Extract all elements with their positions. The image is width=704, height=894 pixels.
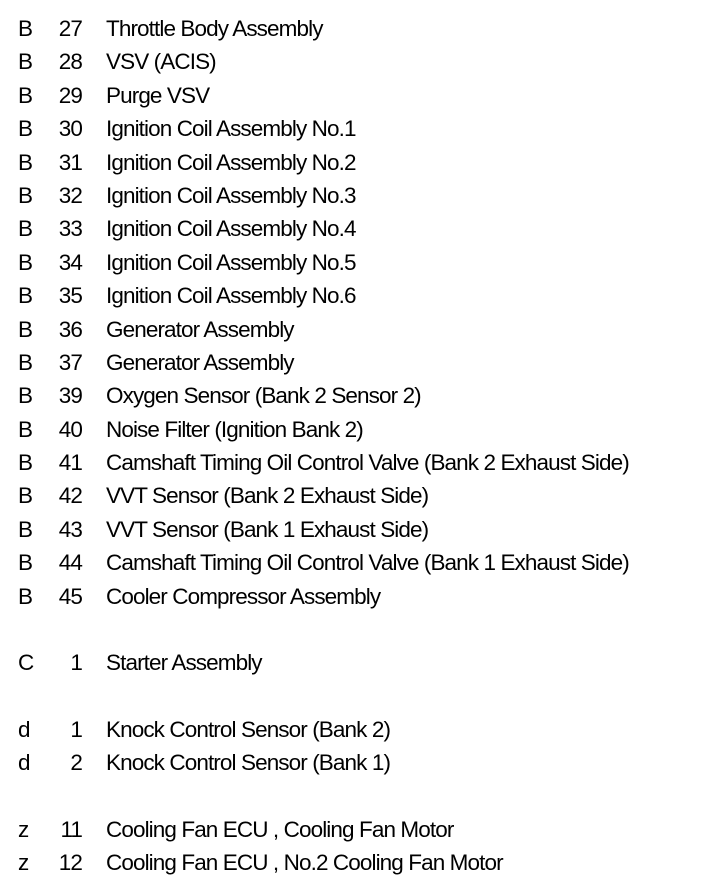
connector-number: 37 (58, 349, 82, 375)
connector-number: 31 (58, 149, 82, 175)
connector-row (0, 446, 704, 479)
connector-number: 35 (58, 283, 82, 309)
connector-code: B (18, 316, 33, 342)
connector-number: 12 (58, 850, 82, 876)
connector-row (0, 212, 704, 245)
connector-row (0, 12, 704, 45)
connector-number: 29 (58, 82, 82, 108)
connector-number: 1 (70, 717, 82, 742)
connector-number: 42 (58, 483, 82, 509)
connector-group-b (0, 12, 704, 613)
component-name: Throttle Body Assembly (106, 16, 323, 41)
connector-code: z (18, 817, 29, 842)
connector-code: d (18, 750, 30, 776)
component-name: Knock Control Sensor (Bank 1) (106, 750, 391, 776)
component-name: Camshaft Timing Oil Control Valve (Bank 1 Exhaust Side) (106, 550, 629, 576)
connector-number: 34 (58, 249, 82, 275)
connector-row (0, 45, 704, 78)
connector-code: B (18, 416, 33, 442)
connector-row (0, 146, 704, 179)
component-name: Ignition Coil Assembly No.4 (106, 216, 356, 242)
connector-row (0, 646, 704, 679)
connector-code: B (18, 283, 33, 309)
component-name: Ignition Coil Assembly No.1 (106, 116, 356, 142)
component-name: Purge VSV (106, 82, 210, 108)
connector-number: 1 (70, 650, 82, 675)
connector-number: 30 (58, 116, 82, 142)
connector-number: 43 (58, 516, 82, 542)
connector-code: B (18, 116, 33, 142)
component-name: Camshaft Timing Oil Control Valve (Bank 2 Exhaust Side) (106, 450, 629, 476)
connector-number: 40 (58, 416, 82, 442)
connector-row (0, 580, 704, 613)
connector-number: 11 (60, 817, 82, 842)
connector-row (0, 112, 704, 145)
connector-row (0, 813, 704, 846)
component-name: VVT Sensor (Bank 1 Exhaust Side) (106, 516, 429, 542)
connector-number: 33 (58, 216, 82, 242)
connector-number: 27 (58, 16, 82, 41)
connector-number: 2 (70, 750, 82, 776)
component-name: Starter Assembly (106, 650, 262, 675)
connector-group-c (0, 646, 704, 679)
connector-group-z (0, 813, 704, 880)
connector-number: 44 (58, 550, 82, 576)
connector-number: 45 (58, 583, 82, 609)
connector-number: 39 (58, 383, 82, 409)
connector-code: B (18, 550, 33, 576)
connector-code: B (18, 483, 33, 509)
connector-row (0, 313, 704, 346)
connector-number: 28 (58, 49, 82, 75)
connector-row (0, 79, 704, 112)
connector-row (0, 279, 704, 312)
connector-row (0, 479, 704, 512)
component-name: Generator Assembly (106, 316, 294, 342)
connector-code: B (18, 249, 33, 275)
component-name: Knock Control Sensor (Bank 2) (106, 717, 391, 742)
connector-code: B (18, 516, 33, 542)
connector-row (0, 346, 704, 379)
connector-row (0, 513, 704, 546)
connector-number: 41 (58, 450, 82, 476)
connector-group-d (0, 713, 704, 780)
connector-code: B (18, 583, 33, 609)
component-name: Generator Assembly (106, 349, 294, 375)
connector-row (0, 746, 704, 779)
connector-code: B (18, 216, 33, 242)
component-name: Noise Filter (Ignition Bank 2) (106, 416, 363, 442)
component-name: Ignition Coil Assembly No.6 (106, 283, 356, 309)
connector-code: B (18, 149, 33, 175)
component-name: Cooling Fan ECU , No.2 Cooling Fan Motor (106, 850, 503, 876)
connector-row (0, 546, 704, 579)
connector-code: B (18, 450, 33, 476)
connector-row (0, 713, 704, 746)
connector-row (0, 846, 704, 879)
component-name: Cooling Fan ECU , Cooling Fan Motor (106, 817, 454, 842)
connector-code: B (18, 49, 33, 75)
connector-code: C (18, 650, 34, 675)
connector-code: B (18, 383, 33, 409)
connector-code: B (18, 349, 33, 375)
connector-row (0, 413, 704, 446)
connector-row (0, 379, 704, 412)
component-name: Cooler Compressor Assembly (106, 583, 381, 609)
component-name: Ignition Coil Assembly No.3 (106, 182, 356, 208)
connector-row (0, 179, 704, 212)
component-name: Oxygen Sensor (Bank 2 Sensor 2) (106, 383, 421, 409)
connector-number: 36 (58, 316, 82, 342)
connector-code: B (18, 16, 33, 41)
connector-row (0, 246, 704, 279)
component-name: VSV (ACIS) (106, 49, 216, 75)
component-name: Ignition Coil Assembly No.5 (106, 249, 356, 275)
component-name: VVT Sensor (Bank 2 Exhaust Side) (106, 483, 429, 509)
connector-number: 32 (58, 182, 82, 208)
connector-code: B (18, 182, 33, 208)
component-name: Ignition Coil Assembly No.2 (106, 149, 356, 175)
connector-code: d (18, 717, 30, 742)
connector-code: z (18, 850, 29, 876)
connector-code: B (18, 82, 33, 108)
